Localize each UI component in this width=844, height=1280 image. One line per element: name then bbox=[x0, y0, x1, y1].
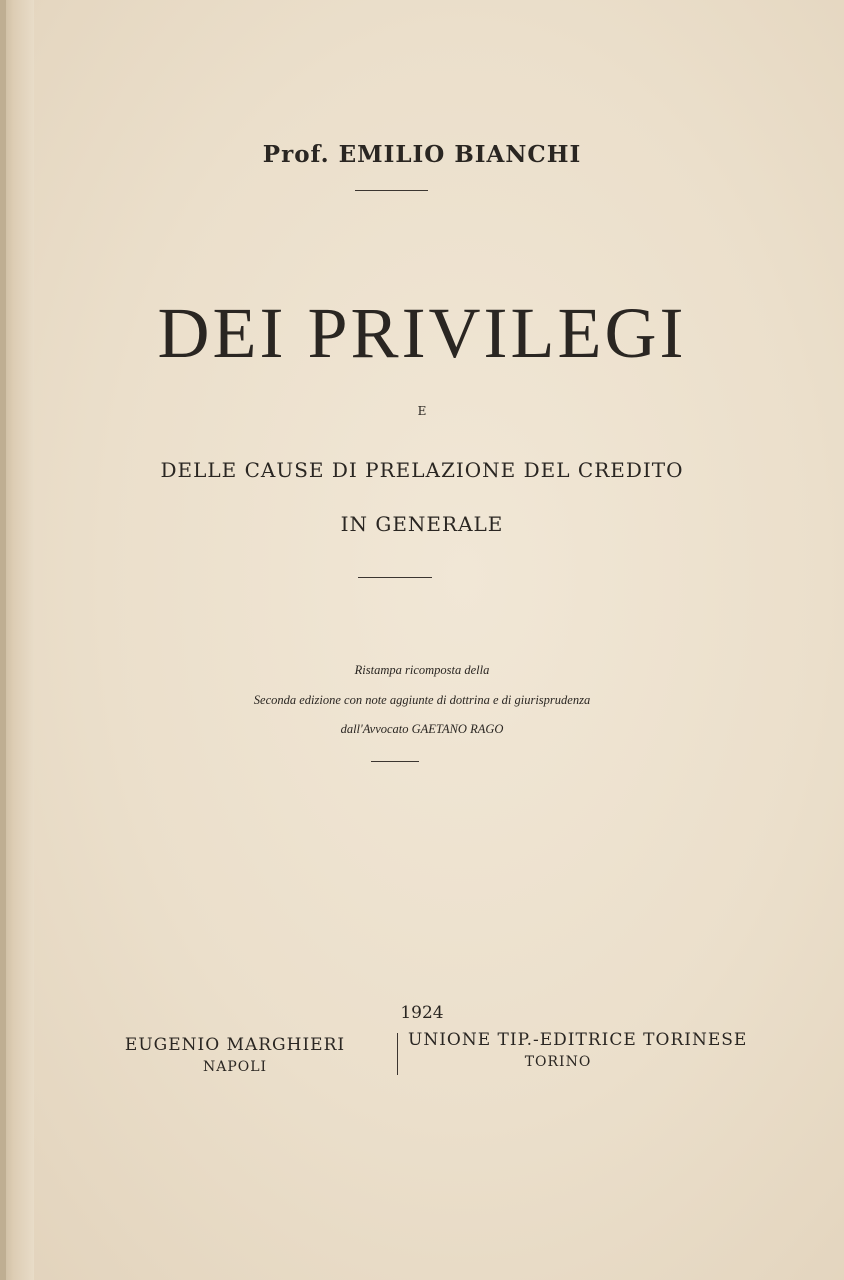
publication-year: 1924 bbox=[400, 1003, 444, 1023]
publisher-city: NAPOLI bbox=[202, 1059, 268, 1075]
subtitle-line-1: DELLE CAUSE DI PRELAZIONE DEL CREDITO bbox=[160, 458, 684, 482]
book-spine-edge bbox=[0, 0, 6, 1280]
divider-rule-1 bbox=[355, 190, 428, 191]
book-title: DEI PRIVILEGI bbox=[157, 293, 687, 373]
author-name: Prof. EMILIO BIANCHI bbox=[262, 141, 582, 168]
publisher-city: TORINO bbox=[524, 1054, 592, 1070]
publisher-left bbox=[120, 1035, 350, 1075]
divider-rule-2 bbox=[358, 577, 432, 578]
edition-note-line-3: dall'Avvocato GAETANO RAGO bbox=[340, 722, 504, 736]
publisher-name: UNIONE TIP.-EDITRICE TORINESE bbox=[408, 1030, 748, 1050]
publisher-name: EUGENIO MARGHIERI bbox=[124, 1035, 346, 1055]
subtitle-line-2: IN GENERALE bbox=[340, 512, 504, 536]
edition-note-line-2: Seconda edizione con note aggiunte di dottrina e di giurisprudenza bbox=[253, 693, 591, 707]
divider-rule-3 bbox=[371, 761, 419, 762]
title-conjunction: E bbox=[417, 404, 427, 418]
publisher-right bbox=[408, 1030, 748, 1070]
edition-note-line-1: Ristampa ricomposta della bbox=[354, 663, 490, 677]
publisher-divider bbox=[397, 1033, 398, 1075]
